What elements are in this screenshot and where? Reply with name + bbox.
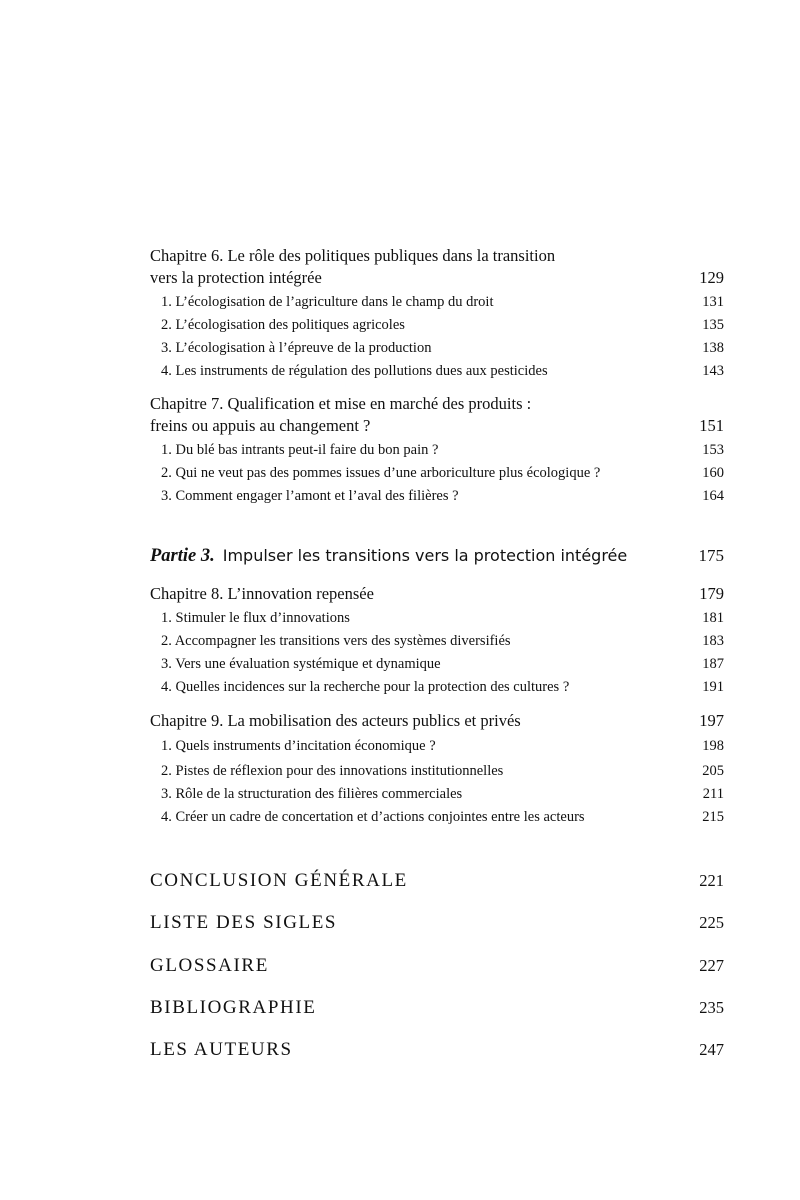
section-title: 1. L’écologisation de l’agriculture dans le champ du droit (161, 294, 494, 310)
page-number: 227 (699, 956, 724, 975)
section-title: 1. Du blé bas intrants peut-il faire du bon pain ? (161, 442, 439, 458)
section-entry[interactable] (150, 738, 724, 762)
backmatter-title: GLOSSAIRE (150, 955, 269, 976)
page-number: 164 (702, 488, 724, 504)
section-title: 2. L’écologisation des politiques agricoles (161, 317, 405, 333)
page-number: 187 (702, 656, 724, 672)
backmatter-title: BIBLIOGRAPHIE (150, 997, 317, 1018)
chapter-7-entry[interactable] (150, 416, 724, 440)
page-number: 235 (699, 998, 724, 1017)
section-title: 4. Quelles incidences sur la recherche pour la protection des cultures ? (161, 679, 570, 695)
section-entry[interactable] (150, 488, 724, 512)
section-title: 1. Stimuler le flux d’innovations (161, 610, 350, 626)
page-number: 205 (702, 763, 724, 779)
page-number: 191 (702, 679, 724, 695)
page-number: 247 (699, 1040, 724, 1059)
section-entry[interactable] (150, 340, 724, 364)
chapter-9-entry[interactable] (150, 711, 724, 735)
liste-sigles-entry[interactable] (150, 912, 724, 940)
chapter-title: Chapitre 9. La mobilisation des acteurs publics et privés (150, 711, 521, 730)
page-number: 131 (702, 294, 724, 310)
backmatter-title: LES AUTEURS (150, 1039, 293, 1060)
section-entry[interactable] (150, 786, 724, 810)
backmatter-title: LISTE DES SIGLES (150, 912, 338, 933)
chapter-6-entry[interactable] (150, 268, 724, 292)
section-title: 2. Pistes de réflexion pour des innovations institutionnelles (161, 763, 504, 779)
partie-3-heading (150, 546, 627, 567)
auteurs-entry[interactable] (150, 1039, 724, 1067)
section-entry[interactable] (150, 809, 724, 833)
page-number: 215 (702, 809, 724, 825)
partie-3-entry[interactable] (150, 546, 724, 574)
page-number: 175 (698, 546, 724, 565)
backmatter-title: CONCLUSION GÉNÉRALE (150, 870, 408, 891)
page-number: 197 (699, 711, 724, 730)
section-title: 2. Accompagner les transitions vers des systèmes diversifiés (161, 633, 511, 649)
chapter-6-title-line-1: Chapitre 6. Le rôle des politiques publiques dans la transition (150, 246, 556, 265)
bibliographie-entry[interactable] (150, 997, 724, 1025)
page-number: 135 (702, 317, 724, 333)
page-number: 143 (702, 363, 724, 379)
partie-3-title: Impulser les transitions vers la protection intégrée (222, 546, 628, 565)
section-entry[interactable] (150, 465, 724, 489)
section-entry[interactable] (150, 633, 724, 657)
section-title: 4. Créer un cadre de concertation et d’actions conjointes entre les acteurs (161, 809, 585, 825)
section-entry[interactable] (150, 294, 724, 318)
page-number: 129 (699, 268, 724, 287)
section-entry[interactable] (150, 656, 724, 680)
glossaire-entry[interactable] (150, 955, 724, 983)
page-number: 225 (699, 913, 724, 932)
page-number: 179 (699, 584, 724, 603)
section-title: 3. Vers une évaluation systémique et dynamique (161, 656, 441, 672)
section-title: 4. Les instruments de régulation des pollutions dues aux pesticides (161, 363, 548, 379)
chapter-7-title-line-1: Chapitre 7. Qualification et mise en marché des produits : (150, 394, 532, 413)
chapter-title: Chapitre 8. L’innovation repensée (150, 584, 374, 603)
section-entry[interactable] (150, 317, 724, 341)
page-number: 138 (702, 340, 724, 356)
section-title: 3. Comment engager l’amont et l’aval des filières ? (161, 488, 459, 504)
section-title: 1. Quels instruments d’incitation économique ? (161, 738, 436, 754)
conclusion-entry[interactable] (150, 870, 724, 898)
section-entry[interactable] (150, 363, 724, 387)
chapter-7-title-line-2: freins ou appuis au changement ? (150, 416, 371, 435)
page-number: 198 (702, 738, 724, 754)
chapter-6-title-line-2: vers la protection intégrée (150, 268, 322, 287)
page-number: 211 (702, 786, 724, 802)
partie-3-label: Partie 3. (150, 546, 215, 566)
page-number: 153 (702, 442, 724, 458)
page-number: 151 (699, 416, 724, 435)
page-number: 160 (702, 465, 724, 481)
section-title: 2. Qui ne veut pas des pommes issues d’une arboriculture plus écologique ? (161, 465, 601, 481)
section-entry[interactable] (150, 679, 724, 703)
section-entry[interactable] (150, 442, 724, 466)
section-entry[interactable] (150, 763, 724, 787)
page-number: 183 (702, 633, 724, 649)
section-title: 3. L’écologisation à l’épreuve de la production (161, 340, 432, 356)
section-entry[interactable] (150, 610, 724, 634)
chapter-8-entry[interactable] (150, 584, 724, 608)
page-number: 221 (699, 871, 724, 890)
section-title: 3. Rôle de la structuration des filières commerciales (161, 786, 463, 802)
page-number: 181 (702, 610, 724, 626)
